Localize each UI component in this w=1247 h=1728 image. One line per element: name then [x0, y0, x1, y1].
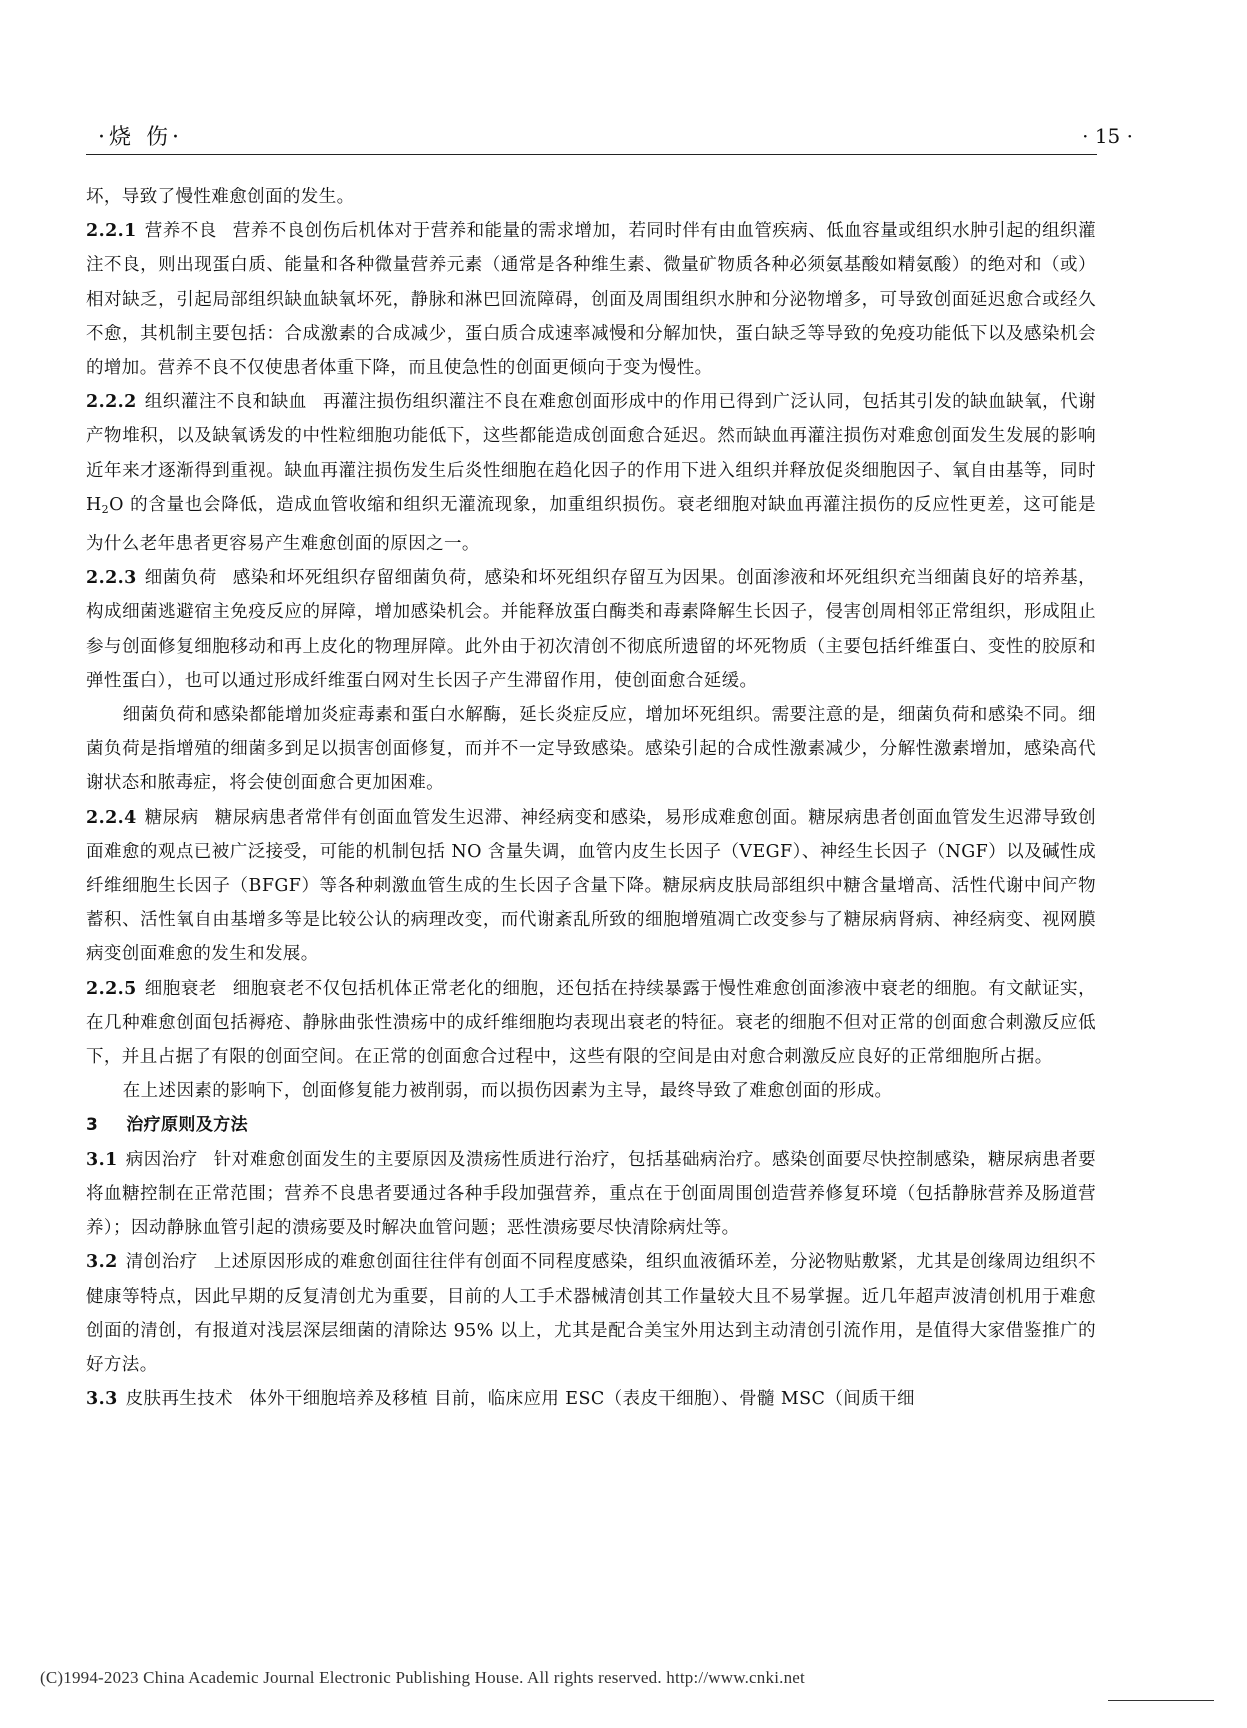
section-title: 糖尿病	[144, 807, 199, 828]
section-title: 细菌负荷	[144, 568, 217, 589]
section-number: 2.2.1	[86, 221, 137, 242]
paragraph-text: 感染和坏死组织存留细菌负荷，感染和坏死组织存留互为因果。创面渗液和坏死组织充当细菌良好的培养基，构成细菌逃避宿主免疫反应的屏障，增加感染机会。并能释放蛋白酶类和毒素降解生长因子，侵害创周相邻正常组织，形成阻止参与创面修复细胞移动和再上皮化的物理屏障。此外由于初次清创不彻底所遗留的坏死物质（主要包括纤维蛋白、变性的胶原和弹性蛋白），也可以通过形成纤维蛋白网对生长因子产生滞留作用，使创面愈合延缓。	[86, 568, 1096, 691]
section-title: 营养不良	[144, 221, 217, 242]
section-title: 治疗原则及方法	[126, 1115, 249, 1136]
paragraph: 坏，导致了慢性难愈创面的发生。	[86, 187, 355, 207]
section-number: 2.2.4	[86, 807, 137, 828]
section-title: 组织灌注不良和缺血	[144, 392, 307, 413]
paragraph-2-2-5	[86, 972, 1096, 1075]
article-body	[86, 180, 1096, 1416]
paragraph-3-3	[86, 1382, 1096, 1416]
copyright-footer: (C)1994-2023 China Academic Journal Electronic Publishing House. All rights reserved. http://www.cnki.net	[40, 1668, 805, 1687]
section-title: 细胞衰老	[144, 978, 217, 999]
paragraph-3-1	[86, 1143, 1096, 1246]
paragraph-text: 糖尿病患者常伴有创面血管发生迟滞、神经病变和感染，易形成难愈创面。糖尿病患者创面血管发生迟滞导致创面难愈的观点已被广泛接受，可能的机制包括 NO 含量失调，血管内皮生长因子（VEGF）、神经生长因子（NGF）以及碱性成纤维细胞生长因子（BFGF）等各种刺激血管生成的生长因子含量下降。糖尿病皮肤局部组织中糖含量增高、活性代谢中间产物蓄积、活性氧自由基增多等是比较公认的病理改变，而代谢紊乱所致的细胞增殖凋亡改变参与了糖尿病肾病、神经病变、视网膜病变创面难愈的发生和发展。	[86, 807, 1096, 965]
section-number: 3.2	[86, 1252, 118, 1273]
section-heading-3	[86, 1108, 1096, 1142]
section-number: 3.3	[86, 1389, 118, 1410]
paragraph-2-2-2	[86, 385, 1096, 561]
paragraph-text: 再灌注损伤组织灌注不良在难愈创面形成中的作用已得到广泛认同，包括其引发的缺血缺氧，代谢产物堆积，以及缺氧诱发的中性粒细胞功能低下，这些都能造成创面愈合延迟。然而缺血再灌注损伤对难愈创面发生发展的影响近年来才逐渐得到重视。缺血再灌注损伤发生后炎性细胞在趋化因子的作用下进入组织并释放促炎细胞因子、氧自由基等，同时 H	[86, 392, 1096, 515]
paragraph-text: 细胞衰老不仅包括机体正常老化的细胞，还包括在持续暴露于慢性难愈创面渗液中衰老的细胞。有文献证实，在几种难愈创面包括褥疮、静脉曲张性溃疡中的成纤维细胞均表现出衰老的特征。衰老的细胞不但对正常的创面愈合刺激反应低下，并且占据了有限的创面空间。在正常的创面愈合过程中，这些有限的空间是由对愈合刺激反应良好的正常细胞所占据。	[86, 978, 1096, 1068]
paragraph-text: 上述原因形成的难愈创面往往伴有创面不同程度感染，组织血液循环差，分泌物贴敷紧，尤其是创缘周边组织不健康等特点，因此早期的反复清创尤为重要，目前的人工手术器械清创其工作量较大且不易掌握。近几年超声波清创机用于难愈创面的清创，有报道对浅层深层细菌的清除达 95% 以上，尤其是配合美宝外用达到主动清创引流作用，是值得大家借鉴推广的好方法。	[86, 1252, 1096, 1375]
paragraph: 在上述因素的影响下，创面修复能力被削弱，而以损伤因素为主导，最终导致了难愈创面的形成。	[122, 1081, 893, 1102]
paragraph-text: 针对难愈创面发生的主要原因及溃疡性质进行治疗，包括基础病治疗。感染创面要尽快控制感染，糖尿病患者要将血糖控制在正常范围；营养不良患者要通过各种手段加强营养，重点在于创面周围创造营养修复环境（包括静脉营养及肠道营养）；因动静脉血管引起的溃疡要及时解决血管问题；恶性溃疡要尽快清除病灶等。	[86, 1149, 1096, 1239]
section-number: 2.2.3	[86, 568, 137, 589]
journal-section-label: ·烧 伤·	[98, 125, 183, 150]
paragraph-text-cont: O 的含量也会降低，造成血管收缩和组织无灌流现象，加重组织损伤。衰老细胞对缺血再灌注损伤的反应性更差，这可能是为什么老年患者更容易产生难愈创面的原因之一。	[86, 494, 1096, 555]
footer-rule	[1108, 1700, 1214, 1701]
subscript: 2	[101, 502, 110, 516]
running-header	[86, 120, 1133, 155]
paragraph-text: 体外干细胞培养及移植 目前，临床应用 ESC（表皮干细胞）、骨髓 MSC（间质干细	[249, 1389, 915, 1410]
section-title: 病因治疗	[125, 1149, 198, 1170]
section-number: 2.2.5	[86, 978, 137, 999]
paragraph-3-2	[86, 1245, 1096, 1382]
paragraph: 细菌负荷和感染都能增加炎症毒素和蛋白水解酶，延长炎症反应，增加坏死组织。需要注意的是，细菌负荷和感染不同。细菌负荷是指增殖的细菌多到足以损害创面修复，而并不一定导致感染。感染引起的合成性激素减少，分解性激素增加，感染高代谢状态和脓毒症，将会使创面愈合更加困难。	[86, 705, 1096, 794]
section-title: 清创治疗	[125, 1252, 198, 1273]
section-number: 2.2.2	[86, 392, 137, 413]
paragraph-2-2-3	[86, 561, 1096, 698]
page-number: · 15 ·	[1082, 124, 1133, 148]
section-title: 皮肤再生技术	[125, 1389, 234, 1410]
paragraph-2-2-1	[86, 214, 1096, 385]
section-number: 3	[86, 1115, 99, 1136]
section-number: 3.1	[86, 1149, 118, 1170]
paragraph-2-2-4	[86, 801, 1096, 972]
paragraph-text: 营养不良创伤后机体对于营养和能量的需求增加，若同时伴有由血管疾病、低血容量或组织水肿引起的组织灌注不良，则出现蛋白质、能量和各种微量营养元素（通常是各种维生素、微量矿物质各种必须氨基酸如精氨酸）的绝对和（或）相对缺乏，引起局部组织缺血缺氧坏死，静脉和淋巴回流障碍，创面及周围组织水肿和分泌物增多，可导致创面延迟愈合或经久不愈，其机制主要包括：合成激素的合成减少，蛋白质合成速率减慢和分解加快，蛋白缺乏等导致的免疫功能低下以及感染机会的增加。营养不良不仅使患者体重下降，而且使急性的创面更倾向于变为慢性。	[86, 221, 1096, 379]
